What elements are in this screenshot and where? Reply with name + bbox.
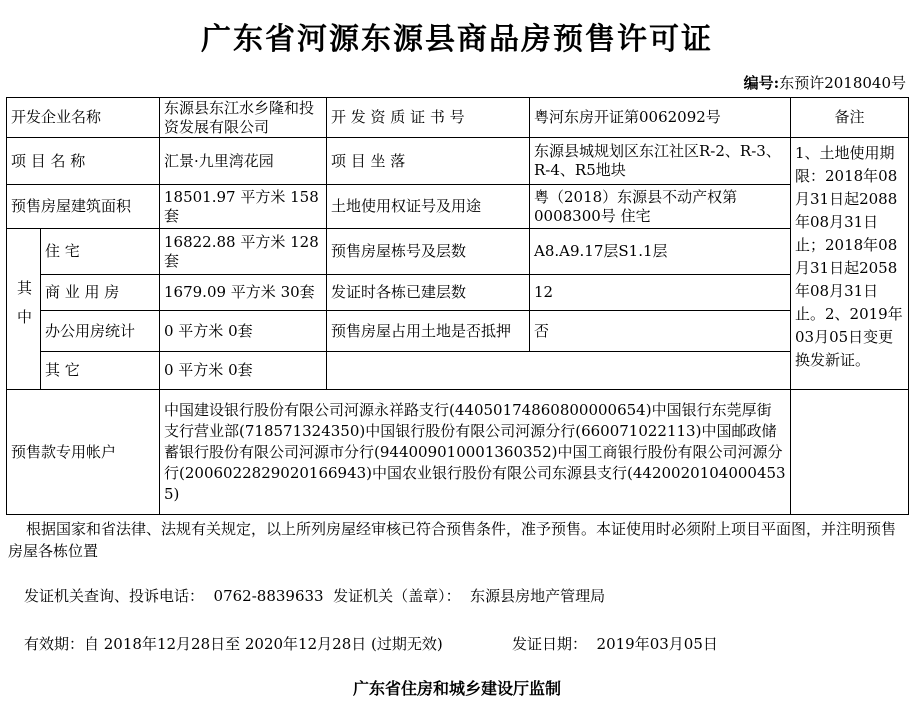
certificate-number-label: 编号:	[743, 74, 780, 92]
certificate-number-value: 东预许2018040号	[779, 74, 906, 92]
other-value: 0 平方米 0套	[159, 351, 327, 390]
legal-statement: 根据国家和省法律、法规有关规定，以上所列房屋经审核已符合预售条件，准予预售。本证使用时必须附上项目平面图，并注明预售房屋各栋位置	[8, 520, 897, 560]
location-value: 东源县城规划区东江社区R-2、R-3、R-4、R5地块	[529, 137, 791, 185]
blank-cell	[790, 389, 909, 515]
developer-label: 开发企业名称	[6, 97, 160, 138]
floors-built-label: 发证时各栋已建层数	[326, 274, 530, 311]
commercial-label: 商 业 用 房	[40, 274, 160, 311]
commercial-value: 1679.09 平方米 30套	[159, 274, 327, 311]
validity-line: 有效期：自 2018年12月28日至 2020年12月28日 (过期无效)	[24, 635, 443, 653]
location-label: 项 目 坐 落	[326, 137, 530, 185]
other-label: 其 它	[40, 351, 160, 390]
qualification-label: 开 发 资 质 证 书 号	[326, 97, 530, 138]
office-label: 办公用房统计	[40, 310, 160, 352]
presale-area-label: 预售房屋建筑面积	[6, 184, 160, 229]
blank-cell	[326, 351, 791, 390]
presale-area-value: 18501.97 平方米 158套	[159, 184, 327, 229]
certificate-number	[744, 72, 906, 93]
supervisor-footer: 广东省住房和城乡建设厅监制	[352, 679, 561, 698]
remarks-label: 备注	[790, 97, 909, 138]
contact-line: 发证机关查询、投诉电话： 0762-8839633 发证机关（盖章）： 东源县房地产管理局	[24, 587, 606, 605]
account-label: 预售款专用帐户	[6, 389, 160, 515]
floors-built-value: 12	[529, 274, 791, 311]
office-value: 0 平方米 0套	[159, 310, 327, 352]
land-cert-label: 土地使用权证号及用途	[326, 184, 530, 229]
residential-label: 住 宅	[40, 228, 160, 275]
account-value: 中国建设银行股份有限公司河源永祥路支行(44050174860800000654)中国银行东莞厚街支行营业部(718571324350)中国银行股份有限公司河源分行(660071022113)中国邮政储蓄银行股份有限公司河源市分行(944009010001360352)中国工商银行股份有限公司河源分行(2006022829020166943)中国农业银行股份有限公司东源县支行(44200201040004535)	[159, 389, 791, 515]
developer-value: 东源县东江水乡隆和投资发展有限公司	[159, 97, 327, 138]
buildings-value: A8.A9.17层S1.1层	[529, 228, 791, 275]
among-label: 其中	[6, 228, 41, 390]
residential-value: 16822.88 平方米 128套	[159, 228, 327, 275]
buildings-label: 预售房屋栋号及层数	[326, 228, 530, 275]
mortgage-label: 预售房屋占用土地是否抵押	[326, 310, 530, 352]
page-title: 广东省河源东源县商品房预售许可证	[201, 22, 713, 57]
land-cert-value: 粤（2018）东源县不动产权第0008300号 住宅	[529, 184, 791, 229]
mortgage-value: 否	[529, 310, 791, 352]
issue-date-line: 发证日期： 2019年03月05日	[512, 635, 718, 653]
qualification-value: 粤河东房开证第0062092号	[529, 97, 791, 138]
project-name-value: 汇景·九里湾花园	[159, 137, 327, 185]
project-name-label: 项 目 名 称	[6, 137, 160, 185]
remarks-value: 1、土地使用期限：2018年08月31日起2088年08月31日止；2018年08月31日起2058年08月31日止。2、2019年03月05日变更换发新证。	[790, 137, 909, 390]
